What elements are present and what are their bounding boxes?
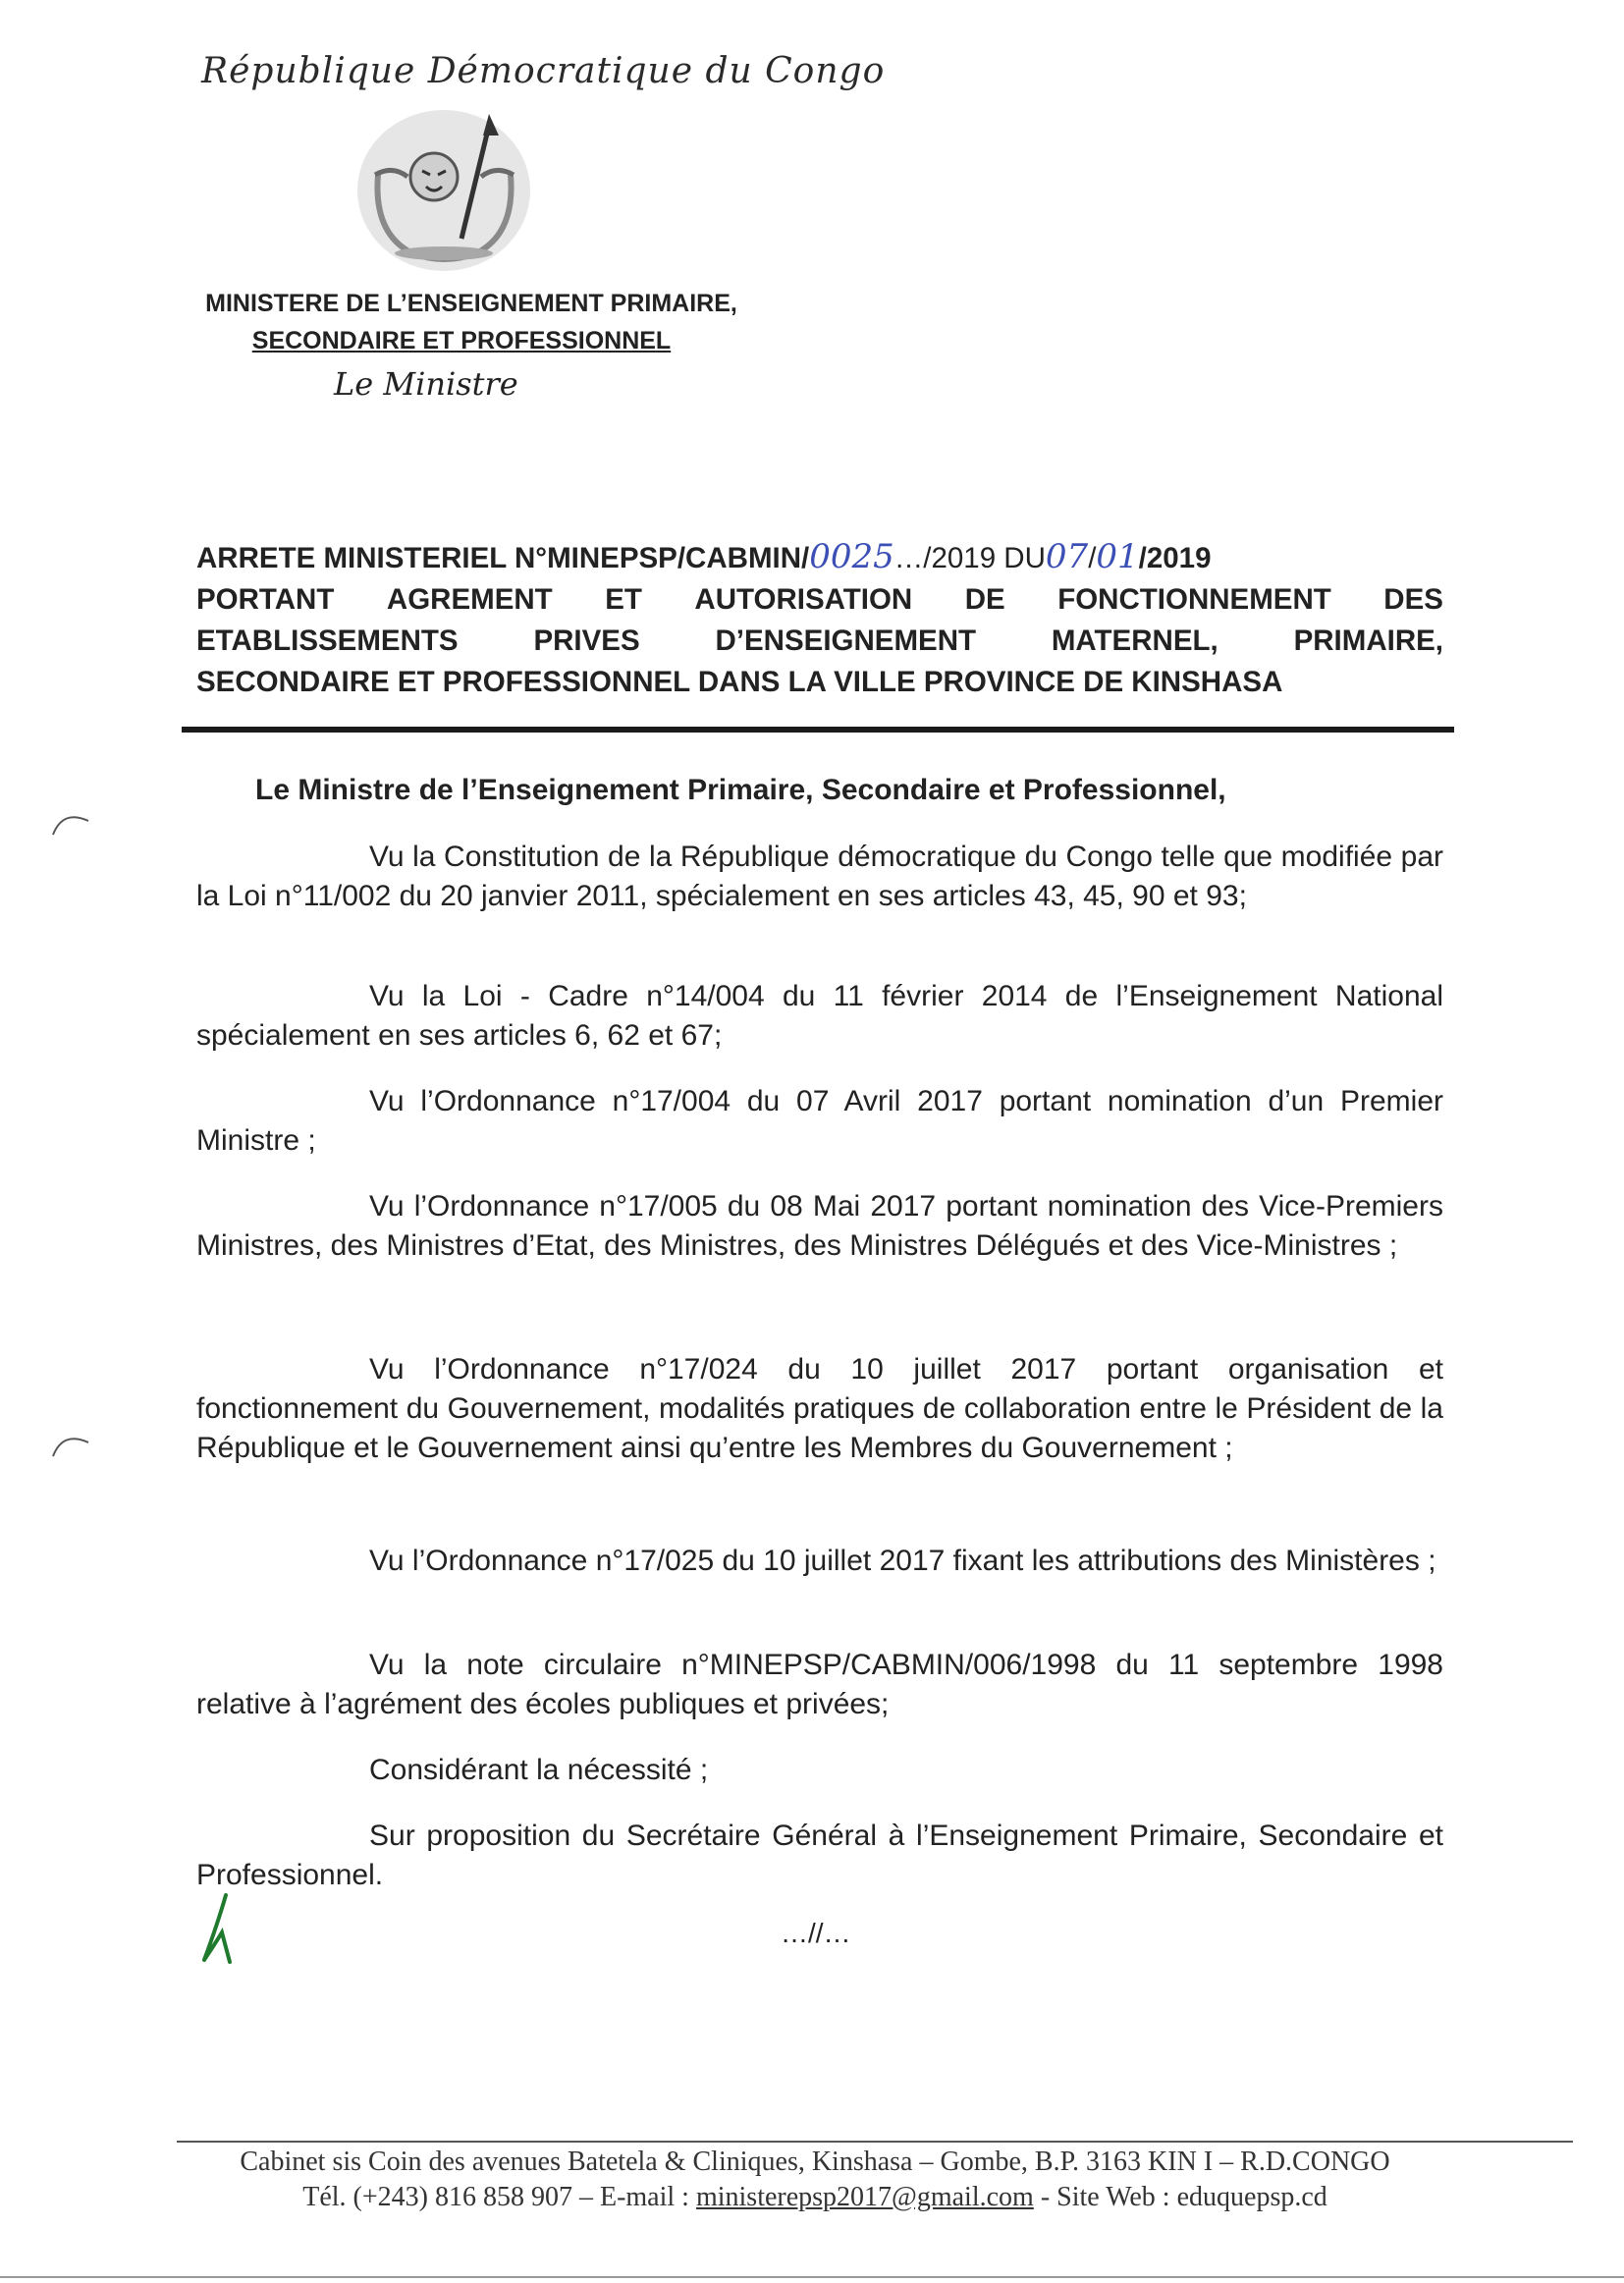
handwritten-initial [196,1893,245,1967]
paragraph-ordonnance-17-004: Vu l’Ordonnance n°17/004 du 07 Avril 2017 portant nomination d’un Premier Ministre ; [196,1085,1443,1157]
paragraph-ordonnance-17-025: Vu l’Ordonnance n°17/025 du 10 juillet 2017 fixant les attributions des Ministères ; [369,1545,1436,1577]
footer-email-link[interactable]: ministerepsp2017@gmail.com [695,2182,1034,2212]
paragraph-loi-cadre: Vu la Loi - Cadre n°14/004 du 11 février 2014 de l’Enseignement National spécialement en ses articles 6, 62 et 67; [196,980,1443,1052]
arrete-line-2: PORTANT AGREMENT ET AUTORISATION DE FONCTIONNEMENT DES [196,583,1443,616]
continuation-marker: …//… [781,1918,851,1948]
ministry-name [196,285,746,359]
paragraph-considerant: Considérant la nécessité ; [369,1754,709,1786]
preamble-intro: Le Ministre de l’Enseignement Primaire, Secondaire et Professionnel, [255,774,1226,806]
punch-mark-icon [51,807,90,837]
republic-title: République Démocratique du Congo [201,51,886,91]
le-ministre-signature-title: Le Ministre [334,365,518,403]
paragraph-ordonnance-17-005: Vu l’Ordonnance n°17/005 du 08 Mai 2017 portant nomination des Vice-Premiers Ministres, des Ministres d’Etat, des Ministres, des Ministres Délégués et des Vice-Ministres ; [196,1190,1443,1262]
ministry-line-1: MINISTERE DE L’ENSEIGNEMENT PRIMAIRE, [205,290,737,317]
paragraph-constitution: Vu la Constitution de la République démocratique du Congo telle que modifiée par la Loi n°11/002 du 20 janvier 2011, spécialement en ses articles 43, 45, 90 et 93; [196,841,1443,912]
footer-contact: Tél. (+243) 816 858 907 – E-mail : ministerepsp2017@gmail.com - Site Web : eduquepsp.cd [302,2182,1327,2212]
arrete-number: ARRETE MINISTERIEL N°MINEPSP/CABMIN/0025…/2019 DU07/01/2019 [196,537,1212,576]
coat-of-arms-emblem [353,106,535,275]
arrete-line-1 [196,536,1443,579]
paragraph-note-circulaire: Vu la note circulaire n°MINEPSP/CABMIN/006/1998 du 11 septembre 1998 relative à l’agrément des écoles publiques et privées; [196,1649,1443,1720]
arrete-title [196,536,1443,703]
footer-divider [177,2141,1573,2143]
footer-address: Cabinet sis Coin des avenues Batetela & Cliniques, Kinshasa – Gombe, B.P. 3163 KIN I – R.D.CONGO [240,2147,1390,2177]
title-divider [182,727,1454,733]
arrete-line-4: SECONDAIRE ET PROFESSIONNEL DANS LA VILLE PROVINCE DE KINSHASA [196,666,1283,698]
paragraph-sur-proposition: Sur proposition du Secrétaire Général à l’Enseignement Primaire, Secondaire et Professionnel. [196,1820,1443,1891]
page-bottom-edge [0,2276,1624,2278]
handwritten-month: 01 [1096,537,1139,576]
handwritten-day: 07 [1045,537,1089,576]
ministry-line-2: SECONDAIRE ET PROFESSIONNEL [251,327,672,354]
arrete-line-3: ETABLISSEMENTS PRIVES D’ENSEIGNEMENT MATERNEL, PRIMAIRE, [196,625,1443,657]
punch-mark-icon [51,1429,90,1458]
handwritten-number: 0025 [809,537,894,576]
paragraph-ordonnance-17-024: Vu l’Ordonnance n°17/024 du 10 juillet 2017 portant organisation et fonctionnement du Gouvernement, modalités pratiques de collaboration entre le Président de la République et le Gouvernement ainsi qu’entre les Membres du Gouvernement ; [196,1353,1443,1464]
